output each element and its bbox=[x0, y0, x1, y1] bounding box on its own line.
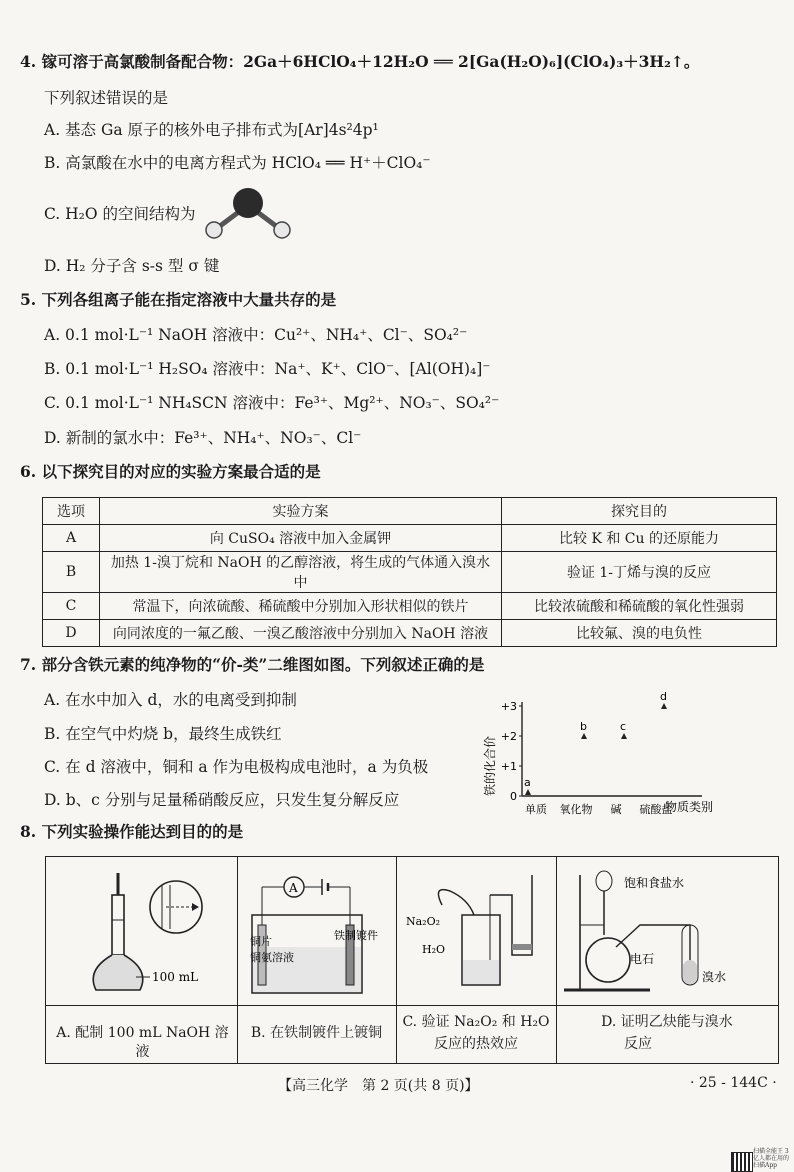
chart-point-a bbox=[525, 789, 531, 795]
q7-option-b: B. 在空气中灼烧 b，最终生成铁红 bbox=[44, 725, 282, 743]
cell-option: C bbox=[43, 593, 100, 620]
chart-y-tick-label: +2 bbox=[500, 730, 517, 743]
q8-caption-a: A. 配制 100 mL NaOH 溶液 bbox=[56, 1025, 229, 1060]
cell-option: B bbox=[43, 552, 100, 593]
q8-caption-d2: 反应 bbox=[624, 1036, 652, 1052]
q8-caption-b: B. 在铁制镀件上镀铜 bbox=[250, 1025, 383, 1041]
cell-plan: 向 CuSO₄ 溶液中加入金属钾 bbox=[100, 525, 502, 552]
cell-option: D bbox=[43, 620, 100, 647]
copper-plate-label: 铜片 bbox=[250, 935, 272, 948]
chart-ylabel: 铁的化合价 bbox=[483, 735, 497, 797]
q4-stem: 4. 镓可溶于高氯酸制备配合物：2Ga＋6HClO₄＋12H₂O ══ 2[Ga(H₂O)₆](ClO₄)₃＋3H₂↑。 bbox=[20, 52, 700, 71]
exam-code: · 25 - 144C · bbox=[690, 1075, 777, 1091]
table-row bbox=[43, 525, 777, 552]
flask-volume-label: 100 mL bbox=[152, 970, 199, 984]
q8-caption-c2: 反应的热效应 bbox=[434, 1036, 518, 1052]
q8-caption-d1: D. 证明乙炔能与溴水 bbox=[601, 1014, 733, 1030]
iron-valence-class-chart bbox=[480, 688, 720, 823]
page-footer: 【高三化学 第 2 页(共 8 页)】 bbox=[278, 1078, 479, 1094]
q7-stem: 7. 部分含铁元素的纯净物的“价-类”二维图如图。下列叙述正确的是 bbox=[20, 655, 485, 674]
q5-stem: 5. 下列各组离子能在指定溶液中大量共存的是 bbox=[20, 290, 337, 309]
chart-y-tick-label: +3 bbox=[500, 700, 517, 713]
q7-option-d: D. b、c 分别与足量稀硝酸反应，只发生复分解反应 bbox=[44, 791, 400, 809]
water-label: H₂O bbox=[422, 943, 446, 956]
chart-point-c bbox=[621, 733, 627, 739]
chart-point-b bbox=[581, 733, 587, 739]
chart-point-d bbox=[661, 703, 667, 709]
chart-point-label: b bbox=[580, 720, 587, 733]
cell-plan: 向同浓度的一氟乙酸、一溴乙酸溶液中分别加入 NaOH 溶液 bbox=[100, 620, 502, 647]
cell-purpose: 比较 K 和 Cu 的还原能力 bbox=[502, 525, 777, 552]
volumetric-flask-diagram bbox=[66, 865, 226, 1000]
table-row bbox=[43, 552, 777, 593]
q6-stem: 6. 以下探究目的对应的实验方案最合适的是 bbox=[20, 462, 321, 481]
q5-option-c: C. 0.1 mol·L⁻¹ NH₄SCN 溶液中：Fe³⁺、Mg²⁺、NO₃⁻、SO₄²⁻ bbox=[44, 394, 500, 412]
brine-label: 饱和食盐水 bbox=[624, 876, 685, 890]
copper-ammonia-solution-label: 铜氨溶液 bbox=[250, 951, 294, 964]
chart-category-label: 单质 bbox=[525, 803, 547, 816]
chart-point-label: a bbox=[524, 776, 531, 789]
chart-category-label: 氧化物 bbox=[559, 803, 593, 816]
cell-plan: 加热 1-溴丁烷和 NaOH 的乙醇溶液，将生成的气体通入溴水中 bbox=[100, 552, 502, 593]
cell-plan: 常温下，向浓硫酸、稀硫酸中分别加入形状相似的铁片 bbox=[100, 593, 502, 620]
q8-divider bbox=[46, 1005, 778, 1006]
cell-purpose: 比较氟、溴的电负性 bbox=[502, 620, 777, 647]
header-option: 选项 bbox=[43, 498, 100, 525]
q4-option-d: D. H₂ 分子含 s-s 型 σ 键 bbox=[44, 257, 220, 275]
chart-point-label: c bbox=[620, 720, 627, 733]
chart-y-tick-label: 0 bbox=[510, 790, 517, 803]
q4-option-c: C. H₂O 的空间结构为 bbox=[44, 205, 196, 223]
q6-table bbox=[42, 497, 777, 647]
heat-effect-diagram bbox=[402, 865, 552, 1000]
ammeter-label: A bbox=[289, 881, 298, 895]
chart-category-label: 硫酸盐 bbox=[639, 803, 673, 816]
header-plan: 实验方案 bbox=[100, 498, 502, 525]
chart-category-label: 碱 bbox=[610, 803, 622, 816]
acetylene-bromine-diagram bbox=[560, 865, 774, 1000]
na2o2-label: Na₂O₂ bbox=[406, 915, 441, 928]
q4-option-a: A. 基态 Ga 原子的核外电子排布式为[Ar]4s²4p¹ bbox=[44, 121, 379, 139]
chart-xlabel: 物质类别 bbox=[665, 800, 714, 814]
carbide-label: 电石 bbox=[630, 952, 655, 966]
q5-option-d: D. 新制的氯水中：Fe³⁺、NH₄⁺、NO₃⁻、Cl⁻ bbox=[44, 429, 362, 447]
q7-option-a: A. 在水中加入 d，水的电离受到抑制 bbox=[44, 691, 297, 709]
table-row bbox=[43, 620, 777, 647]
electroplating-diagram bbox=[242, 865, 392, 1000]
cell-purpose: 验证 1-丁烯与溴的反应 bbox=[502, 552, 777, 593]
q8-caption-c1: C. 验证 Na₂O₂ 和 H₂O bbox=[402, 1014, 550, 1030]
header-purpose: 探究目的 bbox=[502, 498, 777, 525]
table-row bbox=[43, 593, 777, 620]
q4-prompt: 下列叙述错误的是 bbox=[44, 89, 169, 107]
q8-stem: 8. 下列实验操作能达到目的的是 bbox=[20, 822, 244, 841]
chart-y-tick-label: +1 bbox=[500, 760, 517, 773]
water-molecule-model bbox=[200, 185, 296, 243]
q5-option-b: B. 0.1 mol·L⁻¹ H₂SO₄ 溶液中：Na⁺、K⁺、ClO⁻、[Al(OH)₄]⁻ bbox=[44, 360, 491, 378]
cell-purpose: 比较浓硫酸和稀硫酸的氧化性强弱 bbox=[502, 593, 777, 620]
scanner-watermark: 扫描全能王 3亿人都在用的扫描App bbox=[753, 1148, 790, 1169]
q4-option-b: B. 高氯酸在水中的电离方程式为 HClO₄ ══ H⁺＋ClO₄⁻ bbox=[44, 154, 431, 172]
cell-option: A bbox=[43, 525, 100, 552]
table-header-row bbox=[43, 498, 777, 525]
q8-apparatus-grid bbox=[45, 856, 779, 1064]
iron-plating-label: 铁制镀件 bbox=[334, 929, 378, 942]
bromine-water-label: 溴水 bbox=[702, 970, 727, 984]
qr-code-icon bbox=[731, 1152, 753, 1172]
chart-point-label: d bbox=[660, 690, 667, 703]
q5-option-a: A. 0.1 mol·L⁻¹ NaOH 溶液中：Cu²⁺、NH₄⁺、Cl⁻、SO₄²⁻ bbox=[44, 326, 468, 344]
q7-option-c: C. 在 d 溶液中，铜和 a 作为电极构成电池时，a 为负极 bbox=[44, 758, 429, 776]
